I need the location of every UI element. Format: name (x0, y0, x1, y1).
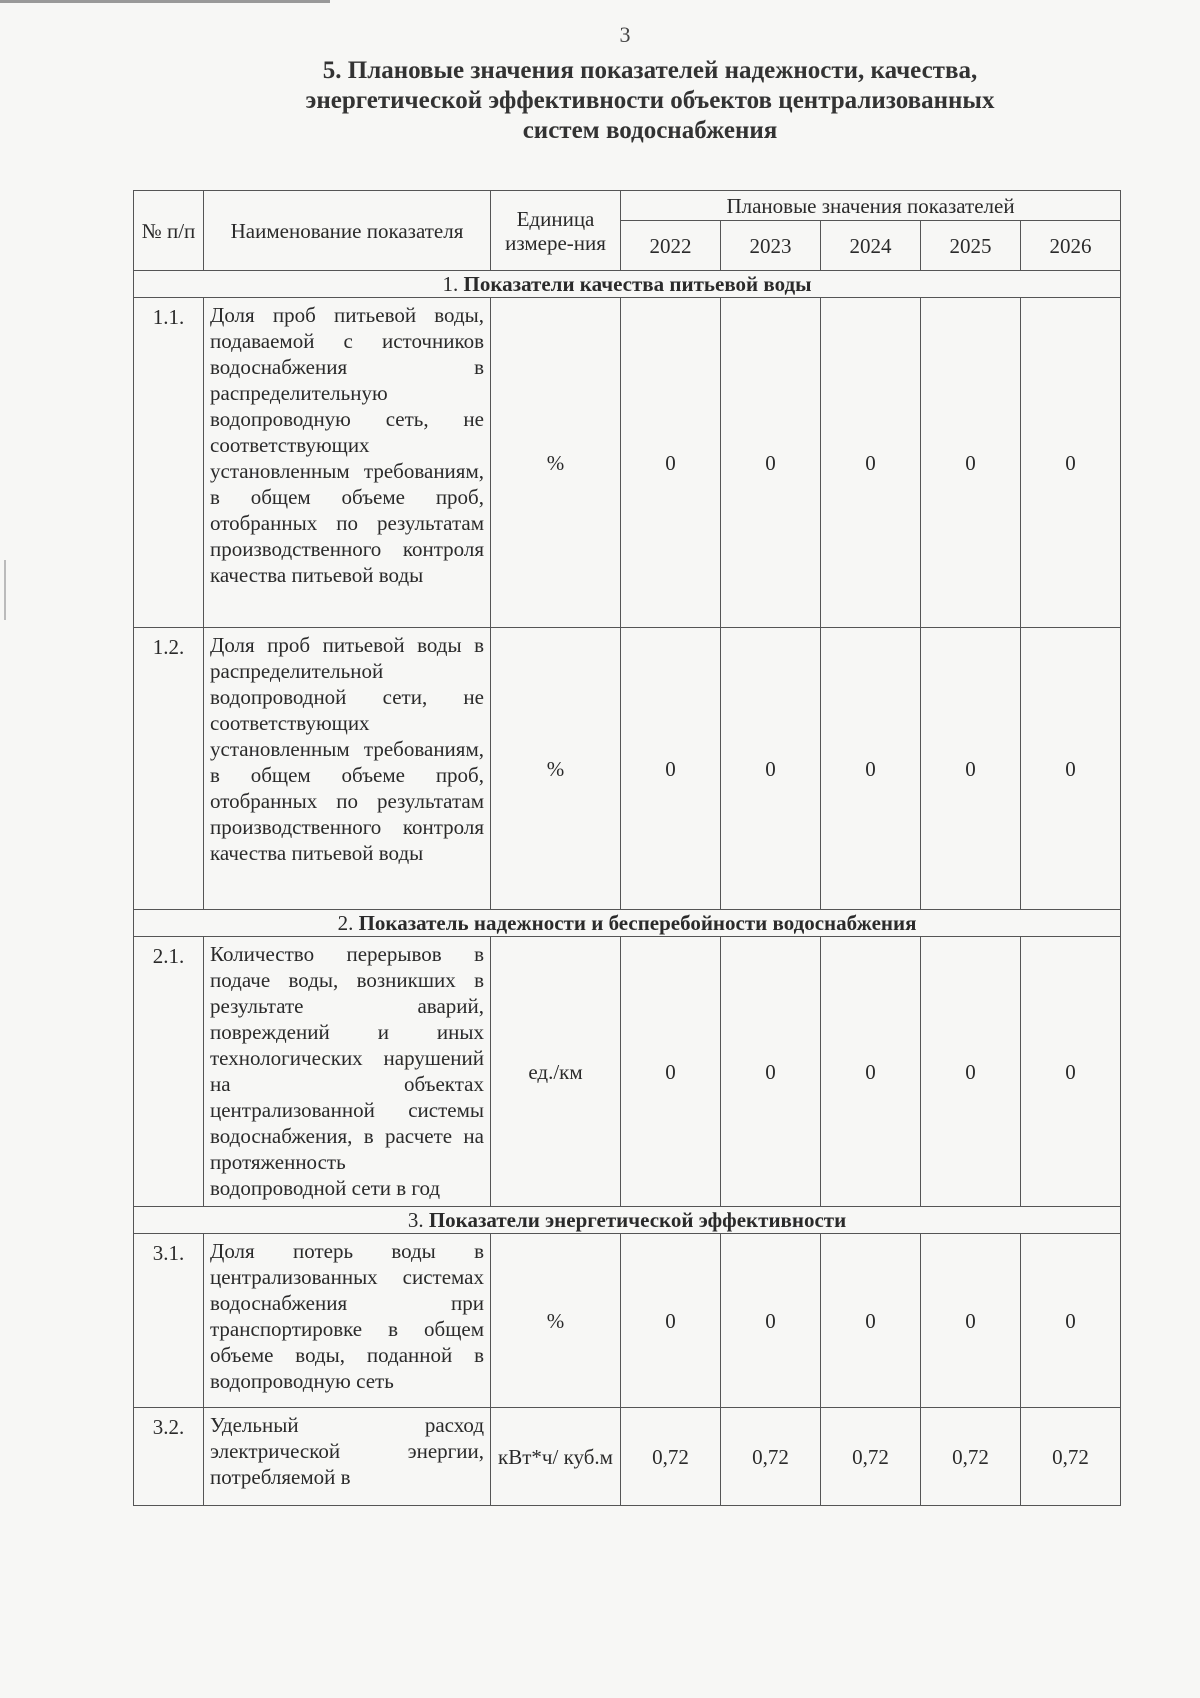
planned-value: 0 (721, 1234, 821, 1408)
planned-value: 0 (821, 628, 921, 910)
section-header-row (134, 271, 1121, 298)
indicator-name: Доля потерь воды в централизованных системах водоснабжения при транспортировке в общем объеме воды, поданной в водопроводную сеть (204, 1234, 491, 1408)
header-year: 2022 (621, 221, 721, 271)
indicator-name: Количество перерывов в подаче воды, возникших в результате аварий, повреждений и иных технологических нарушений на объектах централизованной системы водоснабжения, в расчете на протяженность водопроводной сети в год (204, 937, 491, 1207)
table-row (134, 1408, 1121, 1506)
title-line: 5. Плановые значения показателей надежности, качества, (322, 57, 978, 84)
indicators-table (133, 190, 1121, 1506)
planned-value: 0,72 (1021, 1408, 1121, 1506)
planned-value: 0 (1021, 937, 1121, 1207)
planned-value: 0 (721, 628, 821, 910)
indicator-unit: ед./км (491, 937, 621, 1207)
page-number: 3 (619, 22, 631, 47)
planned-value: 0 (921, 1234, 1021, 1408)
planned-value: 0 (621, 628, 721, 910)
planned-value: 0 (1021, 628, 1121, 910)
section-title-text: Показатели энергетической эффективности (428, 1208, 847, 1232)
page-title (200, 56, 1100, 146)
scan-edge-mark (4, 560, 6, 620)
indicator-name: Доля проб питьевой воды в распределительной водопроводной сети, не соответствующих установленным требованиям, в общем объеме проб, отобранных по результатам производственного контроля качества питьевой воды (204, 628, 491, 910)
section-number: 2. (337, 911, 354, 935)
table-row (134, 1234, 1121, 1408)
section-title (134, 271, 1121, 298)
planned-value: 0 (921, 628, 1021, 910)
planned-value: 0 (821, 937, 921, 1207)
section-number: 1. (442, 272, 459, 296)
planned-value: 0 (721, 937, 821, 1207)
indicator-unit: % (491, 298, 621, 628)
planned-value: 0 (621, 1234, 721, 1408)
planned-value: 0 (821, 1234, 921, 1408)
table-row (134, 628, 1121, 910)
header-year: 2024 (821, 221, 921, 271)
row-number: 3.1. (134, 1234, 204, 1408)
planned-value: 0,72 (921, 1408, 1021, 1506)
section-header-row (134, 910, 1121, 937)
section-title (134, 910, 1121, 937)
planned-value: 0 (1021, 298, 1121, 628)
header-unit: Единица измере-ния (491, 191, 621, 271)
section-header-row (134, 1207, 1121, 1234)
section-number: 3. (407, 1208, 424, 1232)
row-number: 3.2. (134, 1408, 204, 1506)
row-number: 1.1. (134, 298, 204, 628)
planned-value: 0,72 (821, 1408, 921, 1506)
table-row (134, 298, 1121, 628)
section-title-text: Показатели качества питьевой воды (463, 272, 812, 296)
planned-value: 0 (821, 298, 921, 628)
header-name: Наименование показателя (204, 191, 491, 271)
planned-value: 0 (1021, 1234, 1121, 1408)
header-num: № п/п (134, 191, 204, 271)
planned-value: 0 (721, 298, 821, 628)
indicator-unit: % (491, 1234, 621, 1408)
section-title-text: Показатель надежности и бесперебойности водоснабжения (358, 911, 917, 935)
row-number: 2.1. (134, 937, 204, 1207)
planned-value: 0 (621, 298, 721, 628)
indicator-name: Удельный расход электрической энергии, потребляемой в (204, 1408, 491, 1506)
scan-edge-mark (0, 0, 330, 3)
table-row (134, 937, 1121, 1207)
planned-value: 0,72 (621, 1408, 721, 1506)
planned-value: 0,72 (721, 1408, 821, 1506)
title-line: энергетической эффективности объектов централизованных (305, 87, 995, 114)
section-title (134, 1207, 1121, 1234)
header-planned: Плановые значения показателей (621, 191, 1121, 221)
table-body (134, 271, 1121, 1506)
planned-value: 0 (921, 937, 1021, 1207)
header-year: 2025 (921, 221, 1021, 271)
indicator-name: Доля проб питьевой воды, подаваемой с источников водоснабжения в распределительную водопроводную сеть, не соответствующих установленным требованиям, в общем объеме проб, отобранных по результатам производственного контроля качества питьевой воды (204, 298, 491, 628)
indicator-unit: % (491, 628, 621, 910)
planned-value: 0 (921, 298, 1021, 628)
header-year: 2026 (1021, 221, 1121, 271)
header-year: 2023 (721, 221, 821, 271)
row-number: 1.2. (134, 628, 204, 910)
title-line: систем водоснабжения (522, 117, 778, 144)
indicator-unit: кВт*ч/ куб.м (491, 1408, 621, 1506)
planned-value: 0 (621, 937, 721, 1207)
